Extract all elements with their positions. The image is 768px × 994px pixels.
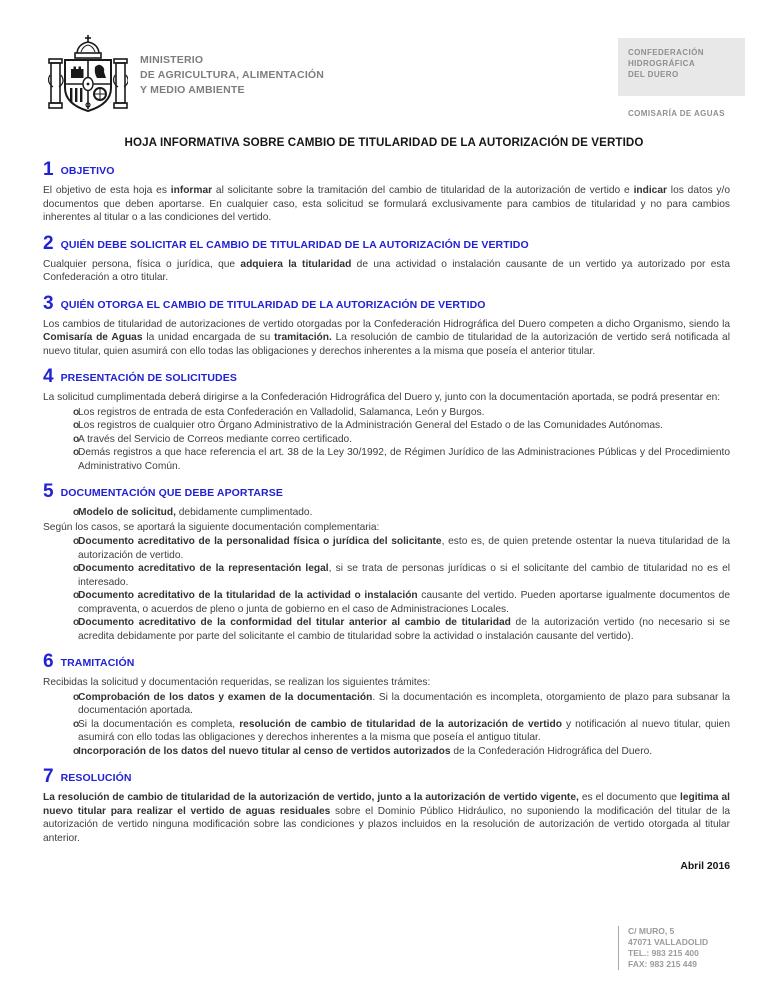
- section-heading-row: [43, 767, 730, 788]
- footer-line: FAX: 983 215 449: [628, 959, 697, 969]
- list-item: [43, 433, 730, 447]
- bullet-marker: o: [73, 536, 80, 547]
- section-heading: QUIÉN OTORGA EL CAMBIO DE TITULARIDAD DE LA AUTORIZACIÓN DE VERTIDO: [60, 298, 486, 311]
- list-item: [43, 691, 730, 718]
- list-item-text: Incorporación de los datos del nuevo titular al censo de vertidos autorizados de la Confederación Hidrográfica del Duero.: [78, 745, 653, 757]
- section-number: 4: [43, 366, 54, 387]
- bullet-marker: o: [73, 718, 80, 730]
- document-section: [43, 652, 730, 758]
- bullet-marker: o: [73, 406, 80, 418]
- list-item-text: Documento acreditativo de la personalidad física o jurídica del solicitante, esto es, de quien pretende ostentar la nueva titularidad de la autorización de vertido.: [78, 536, 731, 561]
- section-heading: DOCUMENTACIÓN QUE DEBE APORTARSE: [60, 487, 283, 499]
- section-heading-row: [43, 652, 730, 673]
- paragraph: Cualquier persona, física o jurídica, que adquiera la titularidad de una actividad o instalación causante de un vertido ya autorizado por esta Confederación a otro titular.: [43, 258, 730, 283]
- list-item-text: Los registros de entrada de esta Confederación en Valladolid, Salamanca, León y Burgos.: [78, 406, 485, 418]
- paragraph: La solicitud cumplimentada deberá dirigirse a la Confederación Hidrográfica del Duero y, junto con la documentación aportada, se podrá presentar en:: [43, 392, 721, 403]
- section-number: 6: [43, 651, 54, 672]
- bullet-marker: o: [73, 507, 80, 518]
- ministry-line: DE AGRICULTURA, ALIMENTACIÓN: [140, 69, 325, 81]
- section-number: 1: [43, 159, 54, 180]
- list-item: [43, 446, 730, 473]
- list-item-text: Documento acreditativo de la representación legal, si se trata de personas jurídicas o si el solicitante del cambio de titularidad no es el interesado.: [78, 563, 730, 588]
- section-heading-row: [43, 234, 730, 255]
- list-item-text: Documento acreditativo de la conformidad del titular anterior al cambio de titularidad de la autorización vertido (no necesario si se acredita debidamente por parte del solicitante el cambio de titularidad sobre la actividad o instalación causante del vertido).: [78, 617, 730, 642]
- org-line: CONFEDERACIÓN: [628, 48, 704, 57]
- sections: [0, 149, 768, 872]
- header: [0, 0, 768, 121]
- section-heading-row: [43, 160, 730, 181]
- paragraph: Recibidas la solicitud y documentación requeridas, se realizan los siguientes trámites:: [43, 677, 431, 688]
- section-heading: QUIÉN DEBE SOLICITAR EL CAMBIO DE TITULARIDAD DE LA AUTORIZACIÓN DE VERTIDO: [60, 238, 529, 251]
- section-number: 7: [43, 766, 54, 787]
- bullet-marker: o: [73, 590, 80, 601]
- spain-coat-of-arms-icon: [48, 33, 128, 121]
- paragraph: Según los casos, se aportará la siguiente documentación complementaria:: [43, 521, 380, 533]
- list-item: [43, 745, 730, 759]
- ministry-name: [140, 53, 324, 98]
- date-label: Abril 2016: [680, 861, 730, 872]
- section-heading-row: [43, 294, 730, 315]
- list-item: [43, 535, 730, 562]
- bullet-marker: o: [73, 745, 80, 757]
- ministry-logo-block: [48, 33, 324, 121]
- section-number: 2: [43, 232, 54, 254]
- footer-line: 47071 VALLADOLID: [628, 937, 709, 947]
- section-heading-row: [43, 482, 730, 503]
- section-heading: TRAMITACIÓN: [60, 657, 135, 669]
- list-item: [43, 562, 730, 589]
- section-number: 3: [43, 292, 54, 314]
- document-section: [43, 367, 730, 473]
- ministry-line: MINISTERIO: [140, 54, 204, 66]
- bullet-marker: o: [73, 433, 80, 445]
- list-item: [43, 419, 730, 433]
- list-item-text: Los registros de cualquier otro Órgano Administrativo de la Administración General del Estado o de las Comunidades Autónomas.: [78, 420, 663, 431]
- document-section: [43, 160, 730, 225]
- section-heading: PRESENTACIÓN DE SOLICITUDES: [60, 372, 237, 384]
- paragraph: El objetivo de esta hoja es informar al solicitante sobre la tramitación del cambio de titularidad de la autorización de vertido e indicar los datos y/o documentos que deben aportarse. En cualquier caso, esta solicitud se formulará exclusivamente para cambios de titularidad y no para cambios inherentes al titular o a las condiciones del vertido.: [43, 185, 730, 223]
- list-item: [43, 506, 730, 520]
- page-title: HOJA INFORMATIVA SOBRE CAMBIO DE TITULARIDAD DE LA AUTORIZACIÓN DE VERTIDO: [124, 136, 644, 149]
- bullet-marker: o: [73, 691, 80, 703]
- section-number: 5: [43, 481, 54, 502]
- list-item: [43, 406, 730, 420]
- department-name: COMISARÍA DE AGUAS: [628, 109, 725, 118]
- list-item: [43, 589, 730, 616]
- organization-block: [618, 38, 745, 118]
- section-heading: OBJETIVO: [60, 165, 115, 177]
- list-item-text: Documento acreditativo de la titularidad de la actividad o instalación causante del vertido. Pueden aportarse igualmente documentos de compraventa, o acuerdos de pleno o junta de gobierno en el caso de Administraciones Locales.: [78, 590, 730, 615]
- list-item-text: Comprobación de los datos y examen de la documentación. Si la documentación es incompleta, otorgamiento de plazo para subsanar la documentación aportada.: [78, 691, 730, 716]
- paragraph: La resolución de cambio de titularidad de la autorización de vertido, junto a la autorización de vertido vigente, es el documento que legitima al nuevo titular para realizar el vertido de aguas residuales sobre el Dominio Público Hidráulico, no suponiendo la modificación del titular de la autorización de vertido ninguna modificación sobre las condiciones y plazos incluidos en la resolución de autorización de vertido otorgada al titular anterior.: [43, 792, 731, 844]
- list-item-text: A través del Servicio de Correos mediante correo certificado.: [78, 433, 353, 445]
- org-box: [618, 38, 745, 96]
- list-item-text: Modelo de solicitud, debidamente cumplimentado.: [78, 507, 313, 518]
- document-section: [43, 294, 730, 359]
- document-section: [43, 767, 730, 845]
- document-section: [43, 234, 730, 285]
- footer-address: [618, 926, 738, 970]
- section-heading: RESOLUCIÓN: [60, 772, 132, 784]
- bullet-marker: o: [73, 617, 80, 628]
- paragraph: Los cambios de titularidad de autorizaciones de vertido otorgadas por la Confederación Hidrográfica del Duero competen a dicho Organismo, siendo la Comisaría de Aguas la unidad encargada de su tramitación. La resolución de cambio de titularidad de la autorización de vertido será notificada al nuevo titular, quien asumirá con ello todas las obligaciones y derechos inherentes a la misma que poseía el anterior titular.: [43, 318, 730, 357]
- section-heading-row: [43, 367, 730, 388]
- org-line: DEL DUERO: [628, 70, 679, 79]
- list-item-text: Si la documentación es completa, resolución de cambio de titularidad de la autorización de vertido y notificación al nuevo titular, quien asumirá con ello todas las obligaciones y derechos inherentes a la misma que poseía el antiguo titular.: [78, 718, 730, 743]
- list-item-text: Demás registros a que hace referencia el art. 38 de la Ley 30/1992, de Régimen Jurídico de las Administraciones Públicas y del Procedimiento Administrativo Común.: [78, 447, 730, 472]
- bullet-marker: o: [73, 563, 80, 574]
- ministry-line: Y MEDIO AMBIENTE: [140, 84, 245, 96]
- bullet-marker: o: [73, 447, 80, 458]
- list-item: [43, 718, 730, 745]
- footer-line: C/ MURO, 5: [628, 926, 675, 936]
- list-item: [43, 616, 730, 643]
- document-section: [43, 482, 730, 643]
- org-line: HIDROGRÁFICA: [628, 59, 696, 68]
- bullet-marker: o: [73, 420, 80, 431]
- footer-line: TEL.: 983 215 400: [628, 948, 699, 958]
